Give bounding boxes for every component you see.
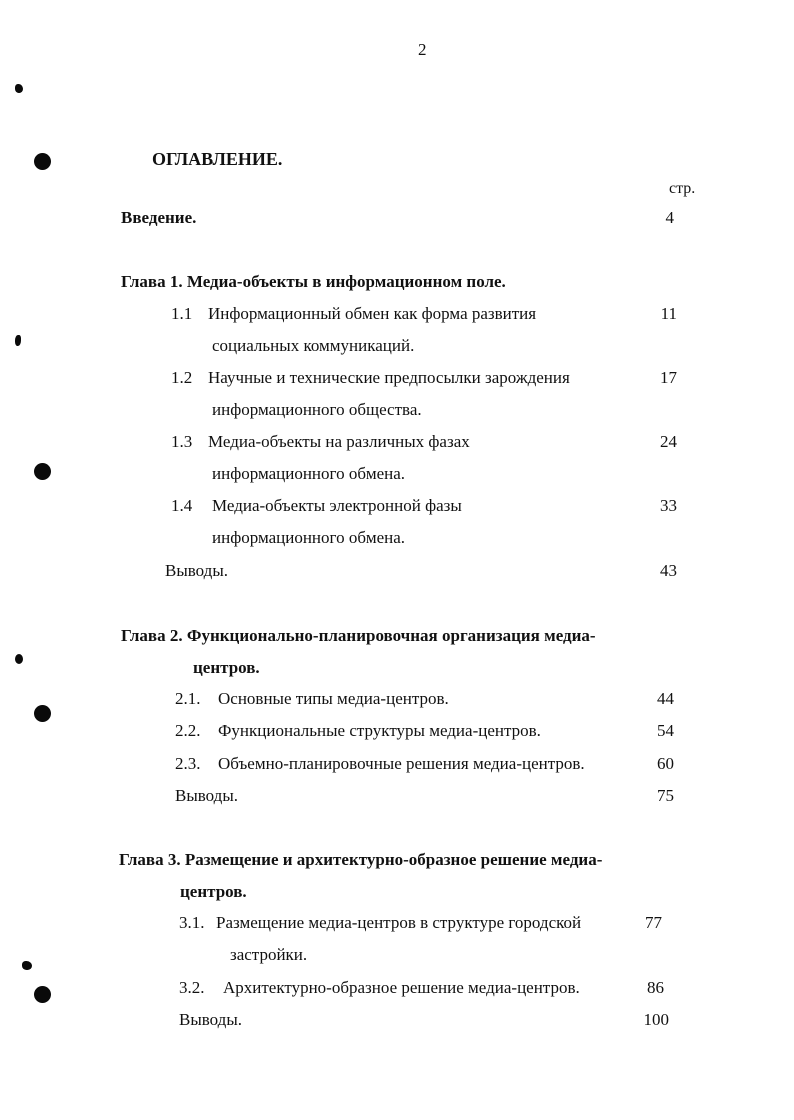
section-1-3-line2: информационного обмена. bbox=[212, 464, 406, 483]
scan-speck bbox=[22, 961, 32, 970]
section-2-3-number: 2.3. bbox=[175, 754, 201, 773]
punch-hole bbox=[34, 463, 51, 480]
chapter-3-conclusions: Выводы. bbox=[179, 1010, 243, 1029]
chapter-2-conclusions-page: 75 bbox=[657, 786, 674, 805]
punch-hole bbox=[34, 986, 51, 1003]
section-2-3-page: 60 bbox=[657, 754, 674, 773]
section-2-2-number: 2.2. bbox=[175, 721, 201, 740]
section-3-1-number: 3.1. bbox=[179, 913, 205, 932]
chapter-1-conclusions: Выводы. bbox=[165, 561, 229, 580]
page-number: 2 bbox=[418, 40, 427, 59]
chapter-3-title-line1: Глава 3. Размещение и архитектурно-образное решение медиа- bbox=[119, 850, 603, 869]
section-1-2-page: 17 bbox=[660, 368, 677, 387]
punch-hole bbox=[34, 153, 51, 170]
section-1-4-line1: Медиа-объекты электронной фазы bbox=[212, 496, 462, 515]
section-3-2-number: 3.2. bbox=[179, 978, 205, 997]
scan-speck bbox=[15, 654, 23, 664]
chapter-1-conclusions-page: 43 bbox=[660, 561, 677, 580]
section-1-1-line2: социальных коммуникаций. bbox=[212, 336, 415, 355]
section-2-1-page: 44 bbox=[657, 689, 674, 708]
toc-intro-label: Введение. bbox=[121, 208, 197, 227]
section-1-1-number: 1.1 bbox=[171, 304, 193, 323]
section-1-3-line1: Медиа-объекты на различных фазах bbox=[208, 432, 470, 451]
section-3-1-line1: Размещение медиа-центров в структуре городской bbox=[216, 913, 582, 932]
chapter-2-title-line2: центров. bbox=[193, 658, 260, 677]
section-2-3-text: Объемно-планировочные решения медиа-центров. bbox=[218, 754, 585, 773]
section-1-4-number: 1.4 bbox=[171, 496, 193, 515]
chapter-2-conclusions: Выводы. bbox=[175, 786, 239, 805]
section-1-3-page: 24 bbox=[660, 432, 677, 451]
section-2-2-page: 54 bbox=[657, 721, 674, 740]
section-3-2-page: 86 bbox=[647, 978, 664, 997]
page-title: ОГЛАВЛЕНИЕ. bbox=[152, 149, 283, 169]
section-1-1-page: 11 bbox=[660, 304, 677, 323]
toc-intro-page: 4 bbox=[665, 208, 674, 227]
section-1-2-line2: информационного общества. bbox=[212, 400, 422, 419]
section-2-2-text: Функциональные структуры медиа-центров. bbox=[218, 721, 541, 740]
chapter-2-title-line1: Глава 2. Функционально-планировочная организация медиа- bbox=[121, 626, 596, 645]
section-1-3-number: 1.3 bbox=[171, 432, 193, 451]
page-column-label: стр. bbox=[669, 180, 696, 197]
section-3-1-line2: застройки. bbox=[230, 945, 308, 964]
section-1-2-number: 1.2 bbox=[171, 368, 193, 387]
chapter-3-title-line2: центров. bbox=[180, 882, 247, 901]
section-3-1-page: 77 bbox=[645, 913, 662, 932]
section-2-1-text: Основные типы медиа-центров. bbox=[218, 689, 449, 708]
section-2-1-number: 2.1. bbox=[175, 689, 201, 708]
scan-speck bbox=[15, 335, 21, 346]
section-1-4-line2: информационного обмена. bbox=[212, 528, 406, 547]
section-3-2-text: Архитектурно-образное решение медиа-центров. bbox=[223, 978, 580, 997]
section-1-1-line1: Информационный обмен как форма развития bbox=[208, 304, 537, 323]
section-1-4-page: 33 bbox=[660, 496, 677, 515]
punch-hole bbox=[34, 705, 51, 722]
chapter-1-title: Глава 1. Медиа-объекты в информационном поле. bbox=[121, 272, 506, 291]
chapter-3-conclusions-page: 100 bbox=[643, 1010, 669, 1029]
section-1-2-line1: Научные и технические предпосылки зарождения bbox=[208, 368, 570, 387]
scan-speck bbox=[15, 84, 23, 93]
